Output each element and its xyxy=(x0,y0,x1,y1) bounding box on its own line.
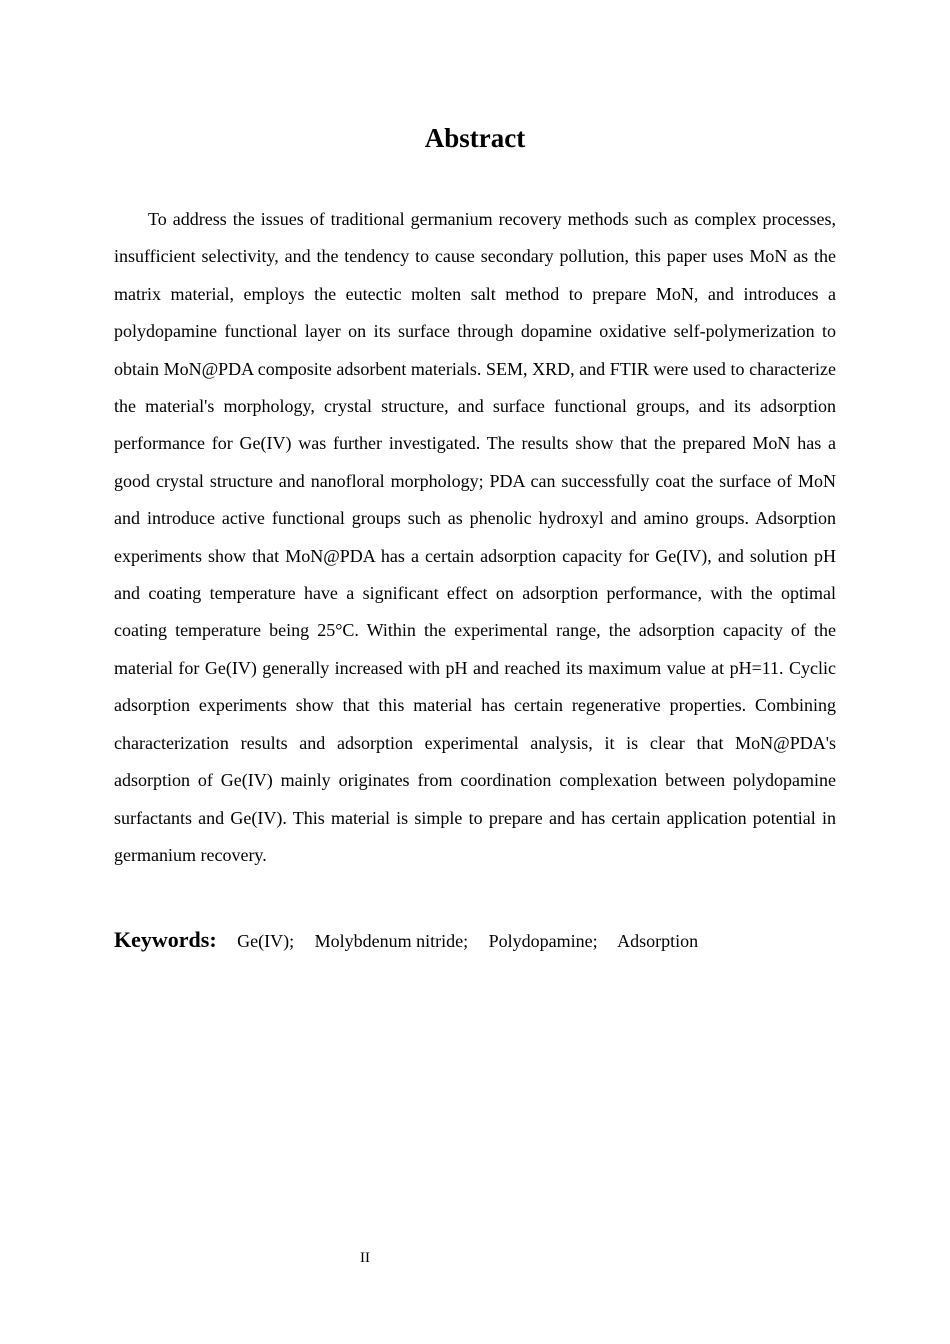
keyword-item: Ge(IV); xyxy=(237,931,295,951)
keyword-item: Molybdenum nitride; xyxy=(314,931,469,951)
keyword-item: Adsorption xyxy=(617,931,699,951)
abstract-paragraph: To address the issues of traditional germanium recovery methods such as complex processes, insufficient selectivity, and the tendency to cause secondary pollution, this paper uses MoN as the matrix material, employs the eutectic molten salt method to prepare MoN, and introduces a polydopamine functional layer on its surface through dopamine oxidative self-polymerization to obtain MoN@PDA composite adsorbent materials. SEM, XRD, and FTIR were used to characterize the material's morphology, crystal structure, and surface functional groups, and its adsorption performance for Ge(IV) was further investigated. The results show that the prepared MoN has a good crystal structure and nanofloral morphology; PDA can successfully coat the surface of MoN and introduce active functional groups such as phenolic hydroxyl and amino groups. Adsorption experiments show that MoN@PDA has a certain adsorption capacity for Ge(IV), and solution pH and coating temperature have a significant effect on adsorption performance, with the optimal coating temperature being 25°C. Within the experimental range, the adsorption capacity of the material for Ge(IV) generally increased with pH and reached its maximum value at pH=11. Cyclic adsorption experiments show that this material has certain regenerative properties. Combining characterization results and adsorption experimental analysis, it is clear that MoN@PDA's adsorption of Ge(IV) mainly originates from coordination complexation between polydopamine surfactants and Ge(IV). This material is simple to prepare and has certain application potential in germanium recovery. xyxy=(114,209,836,865)
keywords-line xyxy=(114,922,836,959)
page-title: Abstract xyxy=(424,123,526,153)
page-number: II xyxy=(360,1250,370,1266)
keywords-label: Keywords: xyxy=(114,927,217,952)
keyword-item: Polydopamine; xyxy=(488,931,598,951)
